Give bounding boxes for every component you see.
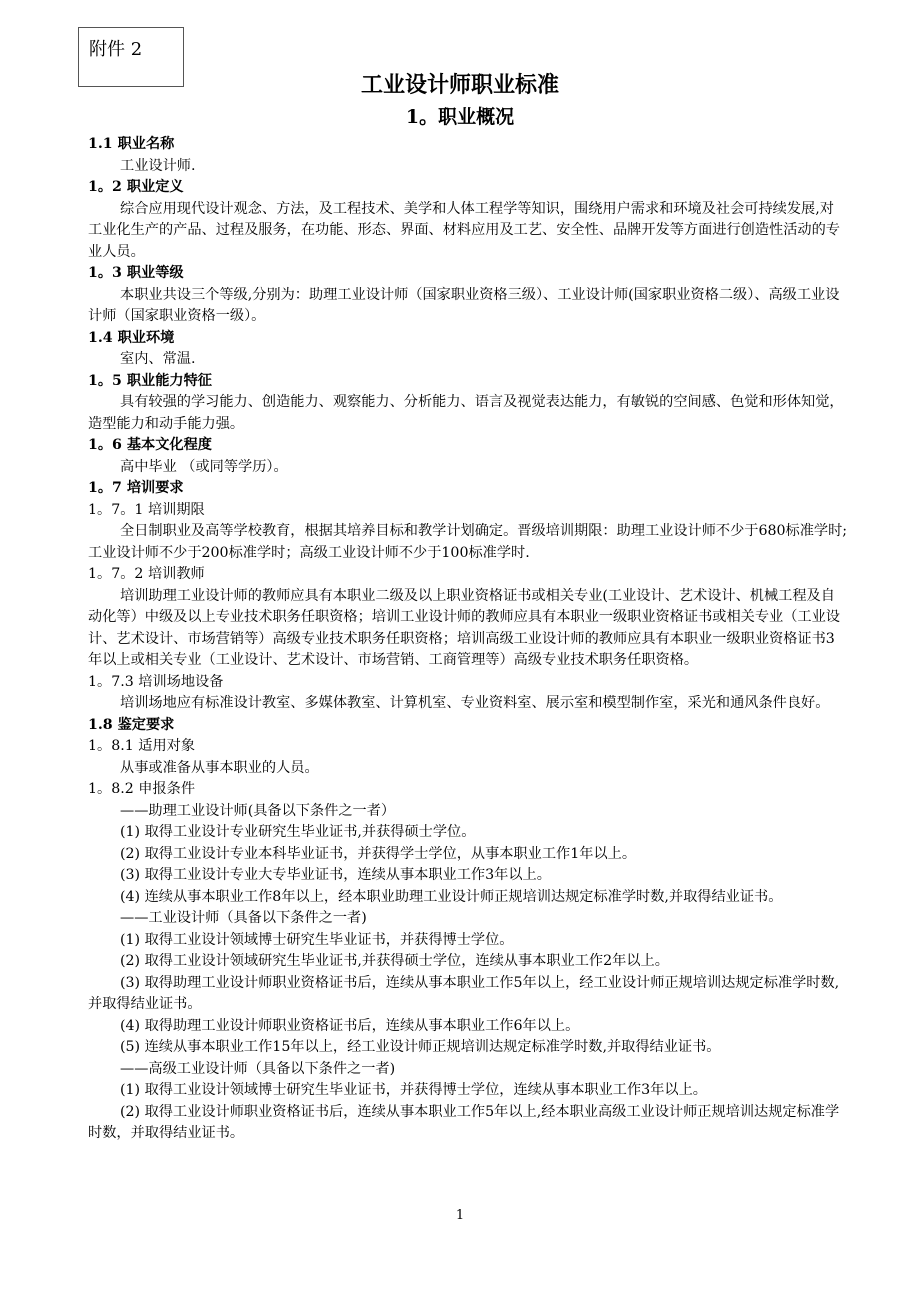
section-title: 1。职业概况 [405, 106, 515, 128]
heading-1-5: 1。5 职业能力特征 [88, 372, 212, 389]
condition-item: (3) 取得助理工业设计师职业资格证书后，连续从事本职业工作5年以上，经工业设计师正规培训达规定标准学时数,并取得结业证书。 [88, 974, 840, 1012]
attachment-label: 附件 2 [89, 39, 143, 60]
heading-1-1: 1.1 职业名称 [88, 136, 175, 152]
subheading-1-8-2: 1。8.2 申报条件 [88, 781, 196, 797]
paragraph: 本职业共设三个等级,分别为：助理工业设计师（国家职业资格三级）、工业设计师(国家职业资格二级）、高级工业设计师（国家职业资格一级）。 [88, 286, 840, 324]
level-heading-assistant: ——助理工业设计师(具备以下条件之一者） [120, 802, 396, 819]
condition-item: (1) 取得工业设计领域博士研究生毕业证书，并获得博士学位。 [120, 931, 514, 948]
paragraph: 具有较强的学习能力、创造能力、观察能力、分析能力、语言及视觉表达能力，有敏锐的空间感、色觉和形体知觉，造型能力和动手能力强。 [88, 394, 844, 432]
condition-item: (5) 连续从事本职业工作15年以上，经工业设计师正规培训达规定标准学时数,并取得结业证书。 [120, 1039, 721, 1055]
page-number: 1 [455, 1208, 465, 1223]
level-heading-designer: ——工业设计师（具备以下条件之一者) [120, 910, 367, 926]
heading-1-7: 1。7 培训要求 [88, 480, 184, 496]
document-title: 工业设计师职业标准 [360, 72, 559, 98]
heading-1-2: 1。2 职业定义 [88, 179, 184, 195]
paragraph: 培训场地应有标准设计教室、多媒体教室、计算机室、专业资料室、展示室和模型制作室，采光和通风条件良好。 [120, 695, 830, 711]
condition-item: (4) 取得助理工业设计师职业资格证书后，连续从事本职业工作6年以上。 [120, 1017, 580, 1034]
condition-item: (4) 连续从事本职业工作8年以上，经本职业助理工业设计师正规培训达规定标准学时数,并取得结业证书。 [120, 888, 783, 905]
paragraph: 工业设计师. [120, 157, 196, 174]
paragraph: 培训助理工业设计师的教师应具有本职业二级及以上职业资格证书或相关专业(工业设计、艺术设计、机械工程及自动化等）中级及以上专业技术职务任职资格；培训工业设计师的教师应具有本职业一级职业资格证书或相关专业（工业设计、艺术设计、市场营销等）高级专业技术职务任职资格；培训高级工业设计师的教师应具有本职业一级职业资格证书3年以上或相关专业（工业设计、艺术设计、市场营销、工商管理等）高级专业技术职务任职资格。 [88, 587, 840, 668]
subheading-1-7-1: 1。7。1 培训期限 [88, 501, 205, 518]
condition-item: (2) 取得工业设计专业本科毕业证书，并获得学士学位，从事本职业工作1年以上。 [120, 845, 637, 862]
heading-1-6: 1。6 基本文化程度 [88, 437, 212, 453]
paragraph: 室内、常温. [120, 351, 196, 367]
document-body [88, 134, 848, 1145]
subheading-1-7-2: 1。7。2 培训教师 [88, 566, 205, 582]
subheading-1-7-3: 1。7.3 培训场地设备 [88, 673, 224, 690]
condition-item: (1) 取得工业设计专业研究生毕业证书,并获得硕士学位。 [120, 824, 476, 840]
paragraph: 综合应用现代设计观念、方法，及工程技术、美学和人体工程学等知识，围绕用户需求和环境及社会可持续发展,对工业化生产的产品、过程及服务，在功能、形态、界面、材料应用及工艺、安全性、品牌开发等方面进行创造性活动的专业人员。 [88, 200, 840, 260]
paragraph: 从事或准备从事本职业的人员。 [120, 759, 319, 776]
heading-1-4: 1.4 职业环境 [88, 329, 175, 346]
condition-item: (2) 取得工业设计领域研究生毕业证书,并获得硕士学位，连续从事本职业工作2年以上。 [120, 953, 669, 969]
paragraph: 高中毕业 （或同等学历）。 [120, 458, 288, 475]
subheading-1-8-1: 1。8.1 适用对象 [88, 738, 196, 754]
condition-item: (2) 取得工业设计师职业资格证书后，连续从事本职业工作5年以上,经本职业高级工业设计师正规培训达规定标准学时数，并取得结业证书。 [88, 1103, 840, 1141]
condition-item: (1) 取得工业设计领域博士研究生毕业证书，并获得博士学位，连续从事本职业工作3年以上。 [120, 1082, 707, 1098]
heading-1-8: 1.8 鉴定要求 [88, 716, 175, 733]
heading-1-3: 1。3 职业等级 [88, 265, 184, 281]
condition-item: (3) 取得工业设计专业大专毕业证书，连续从事本职业工作3年以上。 [120, 867, 551, 883]
paragraph: 全日制职业及高等学校教育，根据其培养目标和教学计划确定。晋级培训期限：助理工业设计师不少于680标准学时;工业设计师不少于200标准学时；高级工业设计师不少于100标准学时. [88, 523, 848, 561]
level-heading-senior: ——高级工业设计师（具备以下条件之一者) [120, 1060, 396, 1077]
